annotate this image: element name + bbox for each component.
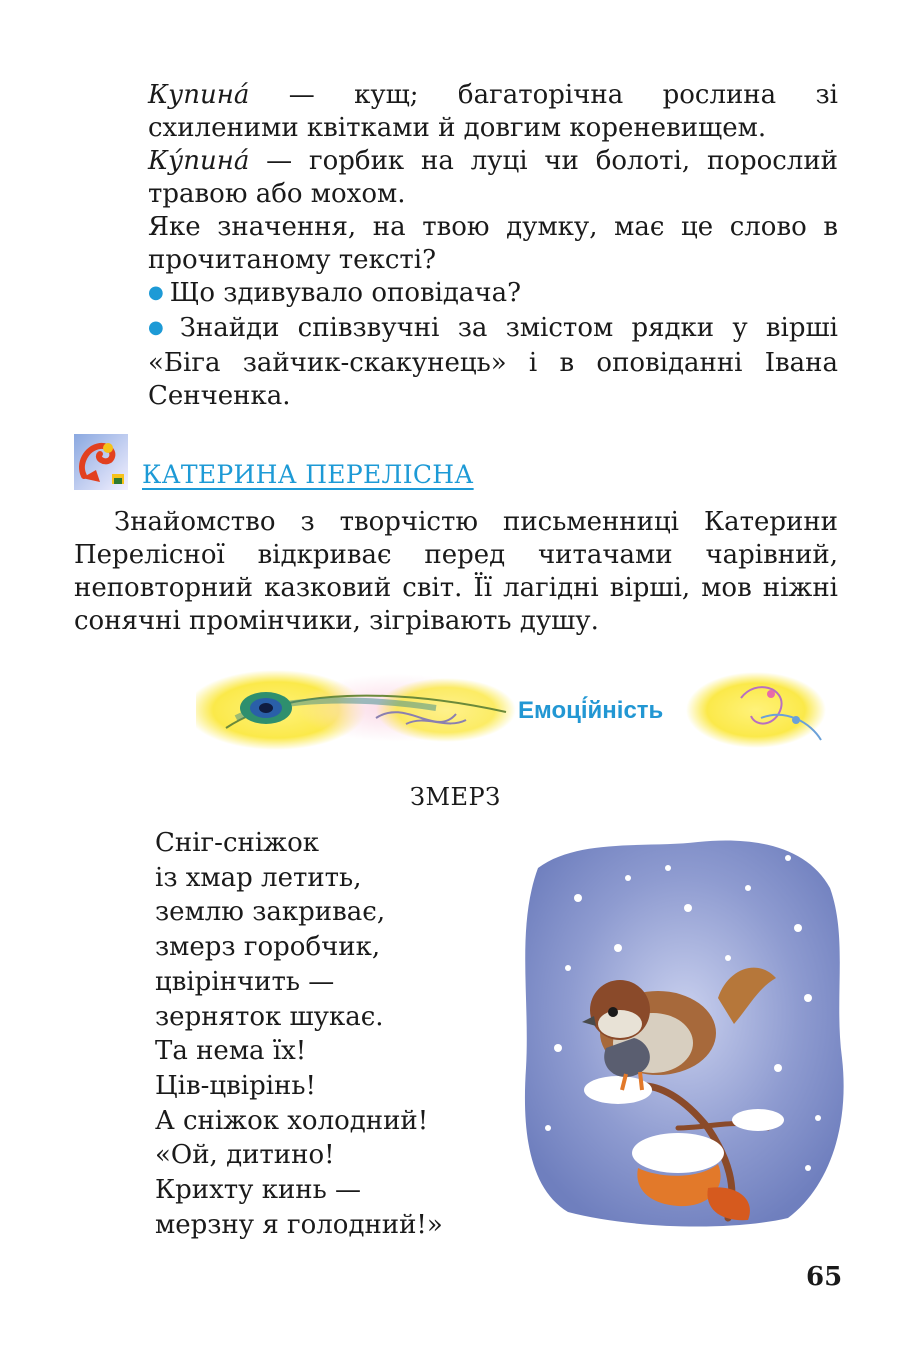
author-section-icon	[74, 434, 128, 490]
banner-label: Емоці́йність	[518, 697, 664, 724]
definitions-block	[148, 79, 838, 413]
bullet-text: Що здивувало оповідача?	[169, 278, 522, 308]
poem-line: «Ой, дитино!	[155, 1140, 335, 1171]
poem-line: Ців-цвірінь!	[155, 1070, 316, 1101]
section-intro	[74, 506, 838, 638]
section-title: КАТЕРИНА ПЕРЕЛІСНА	[142, 460, 474, 489]
poem-line: мерзну я голодний!»	[155, 1209, 443, 1240]
sparrow-in-snow-illustration	[508, 828, 856, 1236]
bullet-icon: ●	[148, 317, 174, 338]
poem-title: ЗМЕРЗ	[410, 783, 501, 811]
definition-term: Купина́	[148, 80, 250, 110]
definition-text: — горбик на луці чи болоті, порослий травою або мохом.	[148, 146, 838, 209]
question-text: Яке значення, на твою думку, має це слово в прочитаному тексті?	[148, 212, 838, 275]
bullet-text: Знайди співзвучні за змістом рядки у вірші «Біга зайчик-скакунець» і в оповіданні Івана Сенченка.	[148, 313, 838, 411]
poem-line: Крихту кинь —	[155, 1175, 362, 1206]
definition-1	[148, 79, 838, 145]
bullet-item	[148, 312, 838, 413]
poem-line: А сніжок холодний!	[155, 1105, 429, 1136]
page-number: 65	[806, 1262, 843, 1292]
definition-text: — кущ; багаторічна рослина зі схиленими квітками й довгим кореневищем.	[148, 80, 838, 143]
poem-line: землю закриває,	[155, 897, 386, 928]
definition-term: Ку́пина́	[148, 146, 250, 176]
intro-text: Знайомство з творчістю письменниці Катерини Перелісної відкриває перед читачами чарівний, неповторний казковий світ. Її лагідні вірші, мов ніжні сонячні промінчики, зігрівають душу.	[74, 507, 838, 636]
poem-line: Сніг-сніжок	[155, 828, 319, 858]
poem-line: зерняток шукає.	[155, 1001, 384, 1032]
poem-line: змерз горобчик,	[155, 932, 381, 963]
poem-line: цвірінчить —	[155, 966, 335, 997]
poem-line: Та нема їх!	[155, 1036, 307, 1067]
bullet-icon: ●	[148, 282, 164, 303]
poem-text	[155, 826, 443, 1242]
definition-2	[148, 145, 838, 211]
poem-line: із хмар летить,	[155, 862, 362, 893]
bullet-item	[148, 277, 838, 312]
